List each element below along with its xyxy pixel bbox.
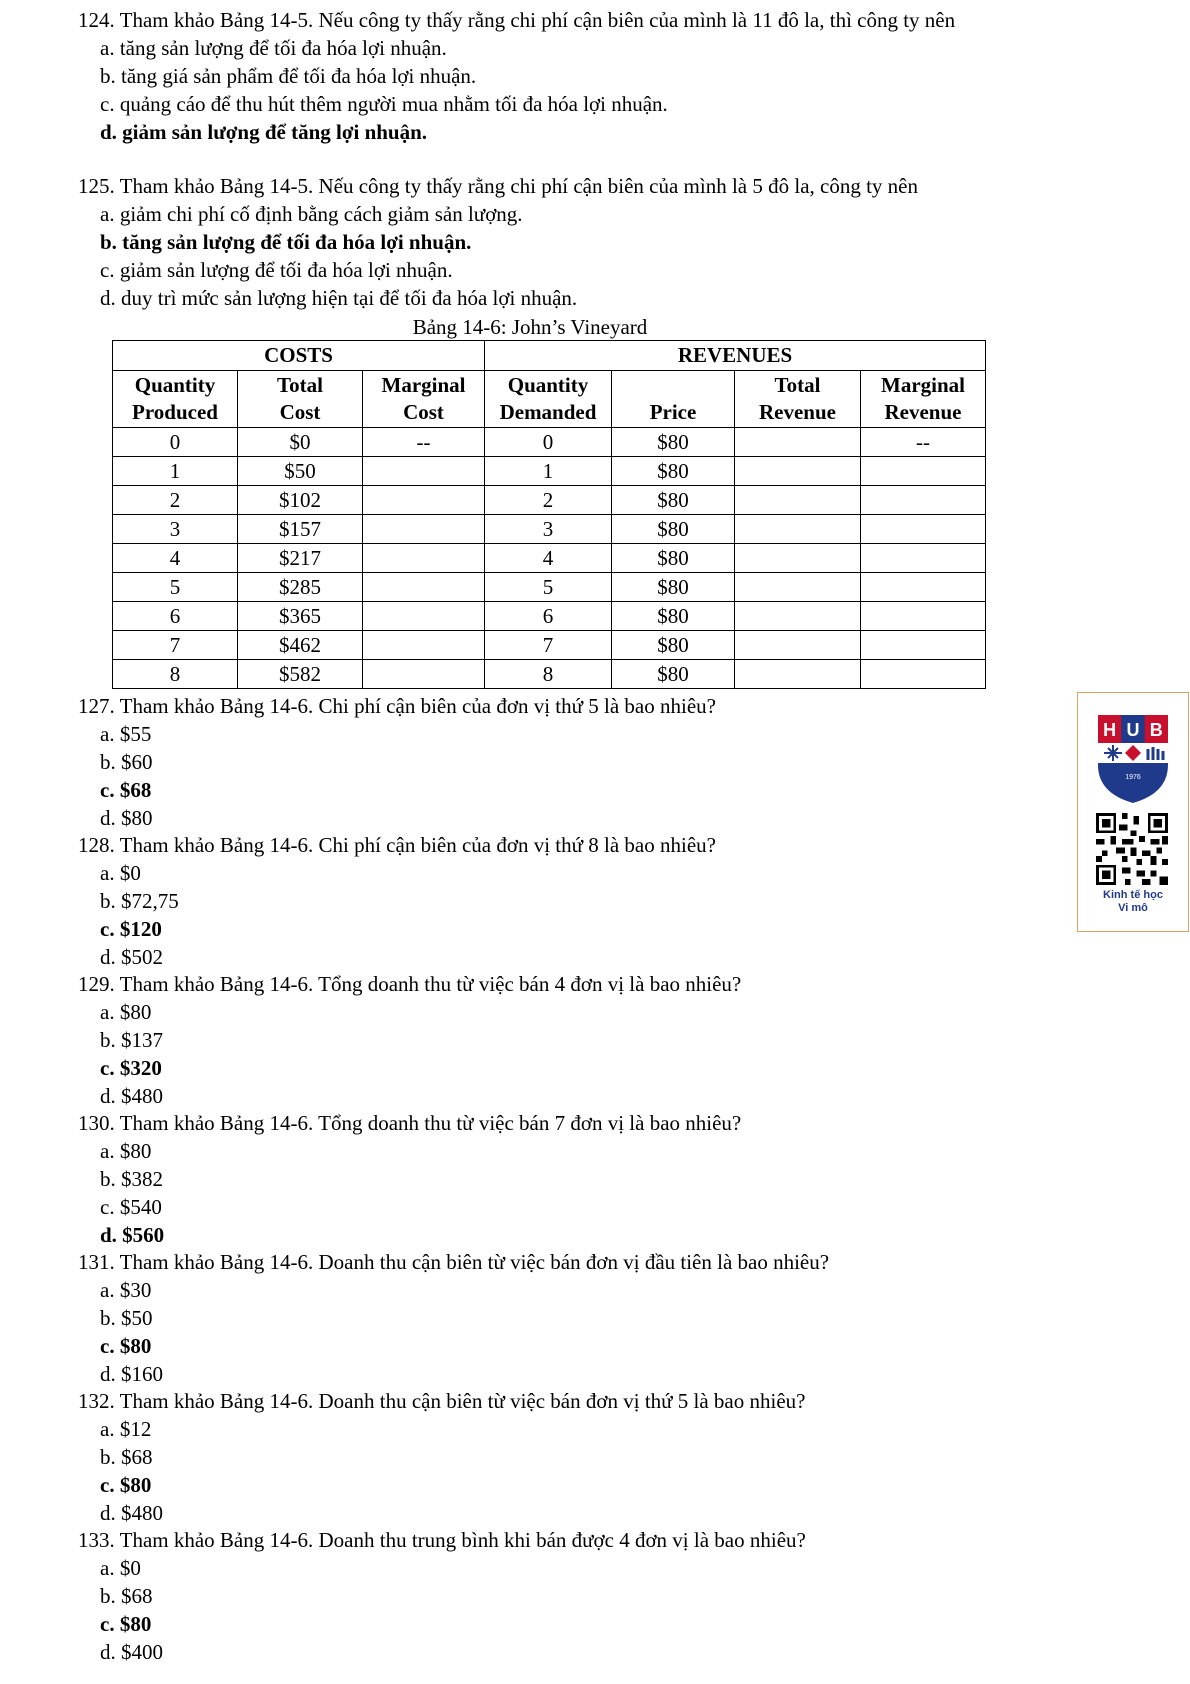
answer-option: a. $0: [100, 861, 141, 885]
vineyard-table: [112, 340, 986, 689]
table-cell: $80: [612, 428, 735, 457]
question-stem: 129. Tham khảo Bảng 14-6. Tổng doanh thu từ việc bán 4 đơn vị là bao nhiêu?: [78, 972, 742, 996]
table-cell: $285: [238, 573, 363, 602]
column-header-line: Quantity: [134, 373, 216, 397]
logo-letter-u: U: [1126, 720, 1140, 740]
answer-option: d. $80: [100, 806, 153, 830]
table-row: [113, 631, 986, 660]
answer-option-correct: c. $120: [100, 917, 162, 941]
question-stem: 128. Tham khảo Bảng 14-6. Chi phí cận biên của đơn vị thứ 8 là bao nhiêu?: [78, 833, 716, 857]
table-cell: 7: [485, 631, 612, 660]
table-cell: [861, 486, 986, 515]
question-stem: 131. Tham khảo Bảng 14-6. Doanh thu cận biên từ việc bán đơn vị đầu tiên là bao nhiêu?: [78, 1250, 830, 1274]
answer-option: a. $55: [100, 722, 152, 746]
table-cell: [735, 486, 861, 515]
answer-option: b. $60: [100, 750, 153, 774]
table-row: [113, 515, 986, 544]
table-cell: 1: [113, 457, 238, 486]
table-cell: $0: [238, 428, 363, 457]
question-block: [78, 1387, 805, 1527]
table-cell: 2: [113, 486, 238, 515]
question-stem: 127. Tham khảo Bảng 14-6. Chi phí cận biên của đơn vị thứ 5 là bao nhiêu?: [78, 694, 716, 718]
table-cell: [363, 544, 485, 573]
table-cell: 8: [113, 660, 238, 689]
logo-subtitle-line2: Vi mô: [1118, 902, 1148, 914]
column-header: [485, 371, 612, 428]
answer-option: d. $400: [100, 1640, 163, 1664]
question-block: [78, 692, 716, 832]
table-cell: $157: [238, 515, 363, 544]
question-block: [78, 1526, 806, 1666]
table-cell: $365: [238, 602, 363, 631]
table-cell: [735, 544, 861, 573]
column-header-line: Price: [649, 400, 697, 424]
table-cell: [735, 515, 861, 544]
table-cell: $462: [238, 631, 363, 660]
table-cell: $102: [238, 486, 363, 515]
table-cell: [363, 486, 485, 515]
answer-option: d. $502: [100, 945, 163, 969]
table-cell: $80: [612, 573, 735, 602]
question-stem: 125. Tham khảo Bảng 14-5. Nếu công ty thấy rằng chi phí cận biên của mình là 5 đô la, công ty nên: [78, 174, 918, 198]
answer-option: a. $12: [100, 1417, 152, 1441]
table-cell: 6: [113, 602, 238, 631]
answer-option: b. $50: [100, 1306, 153, 1330]
answer-option: b. $72,75: [100, 889, 179, 913]
table-cell: [861, 602, 986, 631]
logo-letter-h: H: [1103, 720, 1117, 740]
table-cell: [735, 660, 861, 689]
logo-subtitle-line1: Kinh tế học: [1103, 889, 1163, 901]
column-header: [238, 371, 363, 428]
question-stem: 130. Tham khảo Bảng 14-6. Tổng doanh thu từ việc bán 7 đơn vị là bao nhiêu?: [78, 1111, 742, 1135]
table-cell: [363, 573, 485, 602]
table-cell: 0: [113, 428, 238, 457]
table-cell: [735, 457, 861, 486]
question-stem: 133. Tham khảo Bảng 14-6. Doanh thu trung bình khi bán được 4 đơn vị là bao nhiêu?: [78, 1528, 806, 1552]
question-block: [78, 1248, 829, 1388]
table-row: [113, 457, 986, 486]
table-cell: $582: [238, 660, 363, 689]
table-cell: [735, 428, 861, 457]
column-header-line: Marginal: [881, 373, 965, 397]
column-header: [735, 371, 861, 428]
costs-group-header: COSTS: [113, 341, 485, 371]
table-cell: [735, 602, 861, 631]
table-row: [113, 544, 986, 573]
table-cell: [363, 602, 485, 631]
table-cell: $80: [612, 660, 735, 689]
table-cell: 6: [485, 602, 612, 631]
table-cell: 3: [485, 515, 612, 544]
answer-option-correct: c. $68: [100, 778, 152, 802]
table-cell: 0: [485, 428, 612, 457]
column-header-line: [612, 372, 734, 399]
qr-code-icon: [1096, 813, 1168, 885]
column-header: [612, 371, 735, 428]
table-cell: $80: [612, 515, 735, 544]
answer-option-correct: b. tăng sản lượng để tối đa hóa lợi nhuận.: [100, 230, 472, 254]
answer-option: a. giảm chi phí cố định bằng cách giảm sản lượng.: [100, 202, 523, 226]
question-stem: 132. Tham khảo Bảng 14-6. Doanh thu cận biên từ việc bán đơn vị thứ 5 là bao nhiêu?: [78, 1389, 806, 1413]
table-cell: [363, 660, 485, 689]
question-block: [78, 970, 741, 1110]
table-cell: 1: [485, 457, 612, 486]
table-row: [113, 660, 986, 689]
table-cell: 4: [485, 544, 612, 573]
table-cell: 5: [485, 573, 612, 602]
answer-option: b. $137: [100, 1028, 163, 1052]
answer-option-correct: c. $320: [100, 1056, 162, 1080]
answer-option: b. $68: [100, 1584, 153, 1608]
column-header-row: [113, 371, 986, 428]
table-cell: [861, 515, 986, 544]
answer-option: d. duy trì mức sản lượng hiện tại để tối đa hóa lợi nhuận.: [100, 286, 578, 310]
column-header: [113, 371, 238, 428]
question-block: [78, 831, 716, 971]
answer-option: d. $160: [100, 1362, 163, 1386]
table-cell: [861, 631, 986, 660]
answer-option: a. $0: [100, 1556, 141, 1580]
table-cell: 8: [485, 660, 612, 689]
logo-subtitle: [1078, 889, 1188, 915]
table-title: Bảng 14-6: John’s Vineyard: [412, 315, 648, 339]
table-cell: $80: [612, 457, 735, 486]
question-block: [78, 1109, 741, 1249]
column-header-line: Cost: [279, 400, 321, 424]
answer-option: d. $480: [100, 1084, 163, 1108]
table-cell: [735, 573, 861, 602]
table-cell: [363, 515, 485, 544]
hub-shield-icon: [1096, 713, 1170, 805]
column-header-line: Demanded: [499, 400, 597, 424]
answer-option: c. giảm sản lượng để tối đa hóa lợi nhuận.: [100, 258, 453, 282]
question-block: [78, 172, 918, 312]
table-cell: [861, 660, 986, 689]
answer-option: b. $68: [100, 1445, 153, 1469]
answer-option-correct: c. $80: [100, 1473, 152, 1497]
table-row: [113, 428, 986, 457]
table-cell: [363, 457, 485, 486]
table-cell: [735, 631, 861, 660]
answer-option-correct: d. $560: [100, 1223, 165, 1247]
table-row: [113, 573, 986, 602]
table-cell: --: [363, 428, 485, 457]
table-cell: $217: [238, 544, 363, 573]
table-cell: [861, 544, 986, 573]
column-header-line: Quantity: [507, 373, 589, 397]
table-cell: 5: [113, 573, 238, 602]
answer-option: a. $80: [100, 1000, 152, 1024]
table-cell: $80: [612, 544, 735, 573]
table-cell: 4: [113, 544, 238, 573]
revenues-group-header: REVENUES: [485, 341, 986, 371]
answer-option: b. tăng giá sản phẩm để tối đa hóa lợi nhuận.: [100, 64, 477, 88]
answer-option-correct: d. giảm sản lượng để tăng lợi nhuận.: [100, 120, 428, 144]
answer-option: d. $480: [100, 1501, 163, 1525]
table-cell: $80: [612, 602, 735, 631]
table-cell: --: [861, 428, 986, 457]
table-row: [113, 486, 986, 515]
answer-option: a. $80: [100, 1139, 152, 1163]
table-cell: $80: [612, 486, 735, 515]
table-row: [113, 602, 986, 631]
column-header: [363, 371, 485, 428]
answer-option: c. quảng cáo để thu hút thêm người mua nhằm tối đa hóa lợi nhuận.: [100, 92, 668, 116]
table-cell: 7: [113, 631, 238, 660]
table-cell: [861, 573, 986, 602]
answer-option: b. $382: [100, 1167, 163, 1191]
table-cell: 3: [113, 515, 238, 544]
column-header-line: Revenue: [884, 400, 962, 424]
logo-year: 1976: [1125, 774, 1141, 781]
table-cell: [861, 457, 986, 486]
column-header: [861, 371, 986, 428]
column-header-line: Cost: [403, 400, 444, 424]
hub-logo-badge: [1077, 692, 1189, 932]
column-header-line: Produced: [132, 400, 218, 424]
answer-option: c. $540: [100, 1195, 162, 1219]
answer-option-correct: c. $80: [100, 1612, 152, 1636]
logo-letter-b: B: [1149, 720, 1163, 740]
table-cell: $50: [238, 457, 363, 486]
table-body: [113, 428, 986, 689]
answer-option-correct: c. $80: [100, 1334, 152, 1358]
table-cell: $80: [612, 631, 735, 660]
column-header-line: Revenue: [759, 400, 836, 424]
question-stem: 124. Tham khảo Bảng 14-5. Nếu công ty thấy rằng chi phí cận biên của mình là 11 đô la, thì công ty nên: [78, 8, 956, 32]
question-block: [78, 6, 955, 146]
column-header-line: Total: [774, 373, 821, 397]
column-header-line: Total: [277, 373, 323, 397]
column-header-line: Marginal: [381, 373, 466, 397]
table-cell: 2: [485, 486, 612, 515]
table-cell: [363, 631, 485, 660]
answer-option: a. tăng sản lượng để tối đa hóa lợi nhuận.: [100, 36, 447, 60]
answer-option: a. $30: [100, 1278, 152, 1302]
